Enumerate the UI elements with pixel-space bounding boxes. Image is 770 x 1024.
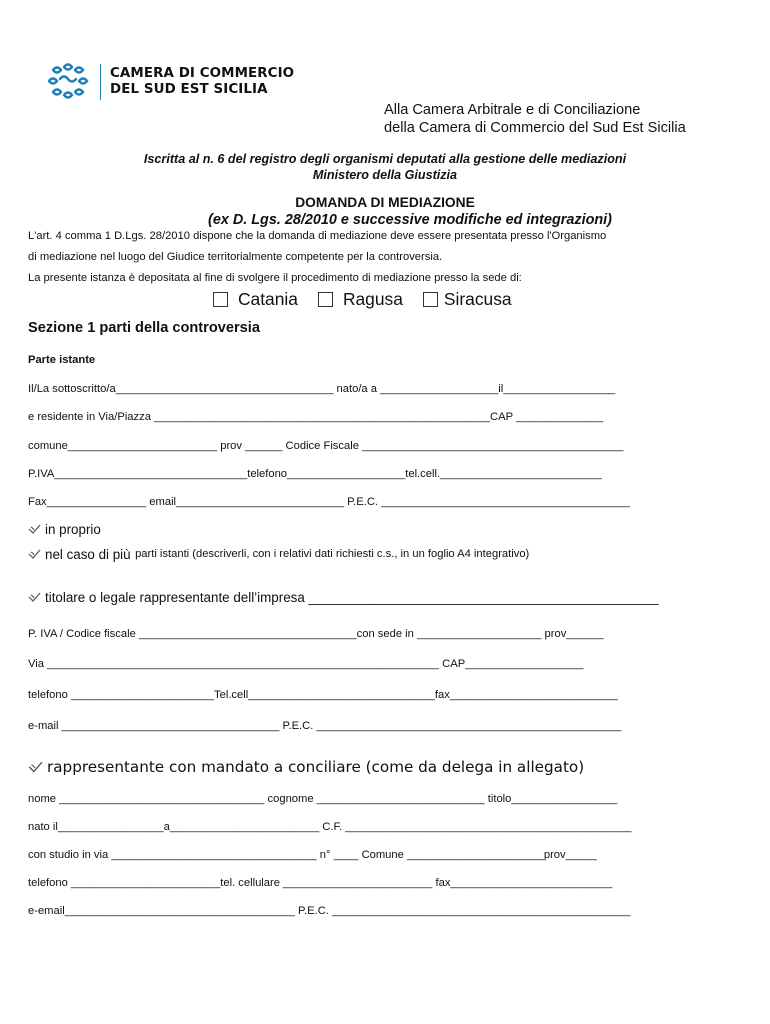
- dove-icon: [28, 549, 41, 560]
- rapp-nascita-field[interactable]: nato il_________________a________________________ C.F. ______________________________________________: [28, 821, 632, 833]
- option-multi-parti[interactable]: [28, 545, 529, 563]
- comune-field[interactable]: comune________________________ prov ______ Codice Fiscale __________________________________________: [28, 440, 624, 452]
- option-rappresentante[interactable]: [28, 758, 584, 776]
- ragusa-checkbox[interactable]: [318, 292, 333, 307]
- intro-line-2: di mediazione nel luogo del Giudice territorialmente competente per la controversia.: [28, 251, 443, 263]
- addressee-line-2: della Camera di Commercio del Sud Est Sicilia: [384, 120, 686, 136]
- rapp-email-field[interactable]: e-email_____________________________________ P.E.C. ________________________________________________: [28, 905, 631, 917]
- option-titolare[interactable]: [28, 590, 659, 605]
- parte-istante-title: Parte istante: [28, 354, 96, 366]
- form-subtitle: (ex D. Lgs. 28/2010 e successive modifiche ed integrazioni): [208, 212, 612, 228]
- dove-icon: [28, 592, 41, 603]
- impresa-piva-field[interactable]: P. IVA / Codice fiscale ___________________________________con sede in ____________________ prov______: [28, 628, 604, 640]
- registry-line-1: Iscritta al n. 6 del registro degli organismi deputati alla gestione delle mediazioni: [143, 152, 627, 166]
- impresa-via-field[interactable]: Via _______________________________________________________________ CAP___________________: [28, 658, 584, 670]
- siracusa-label: Siracusa: [443, 289, 512, 309]
- impresa-email-field[interactable]: e-mail ___________________________________ P.E.C. _________________________________________________: [28, 720, 622, 732]
- intro-line-3: La presente istanza è depositata al fine di svolgere il procedimento di mediazione presso la sede di:: [28, 272, 522, 284]
- option-in-proprio[interactable]: [28, 522, 101, 537]
- rappresentante-label: rappresentante con mandato a conciliare (come da delega in allegato): [47, 758, 585, 776]
- intro-line-1: L'art. 4 comma 1 D.Lgs. 28/2010 dispone che la domanda di mediazione deve essere presentata presso l'Organismo: [28, 230, 607, 242]
- rapp-telefono-field[interactable]: telefono ________________________tel. cellulare ________________________ fax__________________________: [28, 877, 613, 889]
- addressee-line-1: Alla Camera Arbitrale e di Conciliazione: [384, 102, 641, 118]
- siracusa-checkbox[interactable]: [423, 292, 438, 307]
- ragusa-label: Ragusa: [342, 289, 403, 309]
- multi-parti-label: nel caso di più: [45, 546, 131, 562]
- logo-text: [110, 66, 294, 98]
- sede-option-siracusa[interactable]: [423, 289, 512, 310]
- piva-telefono-field[interactable]: P.IVA_______________________________telefono___________________tel.cell.__________________________: [28, 468, 602, 480]
- catania-label: Catania: [238, 289, 298, 309]
- multi-parti-note: parti istanti (descriverli, con i relativi dati richiesti c.s., in un foglio A4 integrativo): [135, 548, 530, 560]
- form-title: DOMANDA DI MEDIAZIONE: [295, 195, 475, 210]
- registry-note: [0, 151, 770, 183]
- dove-icon: [28, 524, 41, 535]
- logo-line-1: CAMERA DI COMMERCIO: [110, 66, 295, 81]
- sede-options: [213, 289, 512, 310]
- in-proprio-label: in proprio: [45, 522, 101, 537]
- sottoscritto-field[interactable]: Il/La sottoscritto/a___________________________________ nato/a a ___________________il__________________: [28, 383, 616, 395]
- chamber-logo: [46, 62, 294, 102]
- impresa-telefono-field[interactable]: telefono _______________________Tel.cell______________________________fax___________________________: [28, 689, 618, 701]
- logo-line-2: DEL SUD EST SICILIA: [110, 82, 268, 97]
- logo-separator: [100, 64, 101, 100]
- residenza-field[interactable]: e residente in Via/Piazza ______________________________________________________CAP ______________: [28, 411, 604, 423]
- addressee-block: [384, 101, 686, 137]
- fax-email-pec-field[interactable]: Fax________________ email___________________________ P.E.C. ________________________________________: [28, 496, 631, 508]
- sede-option-catania[interactable]: [213, 289, 298, 310]
- dove-icon: [28, 761, 43, 774]
- section-1-title: Sezione 1 parti della controversia: [28, 320, 260, 336]
- rapp-studio-field[interactable]: con studio in via _________________________________ n° ____ Comune ______________________prov_____: [28, 849, 597, 861]
- registry-line-2: Ministero della Giustizia: [312, 168, 458, 182]
- chamber-logo-icon: [46, 62, 90, 102]
- titolare-label: titolare o legale rappresentante dell’impresa _______________________________________________: [45, 590, 659, 605]
- sede-option-ragusa[interactable]: [318, 289, 403, 310]
- catania-checkbox[interactable]: [213, 292, 228, 307]
- rapp-nome-field[interactable]: nome _________________________________ cognome ___________________________ titolo_________________: [28, 793, 618, 805]
